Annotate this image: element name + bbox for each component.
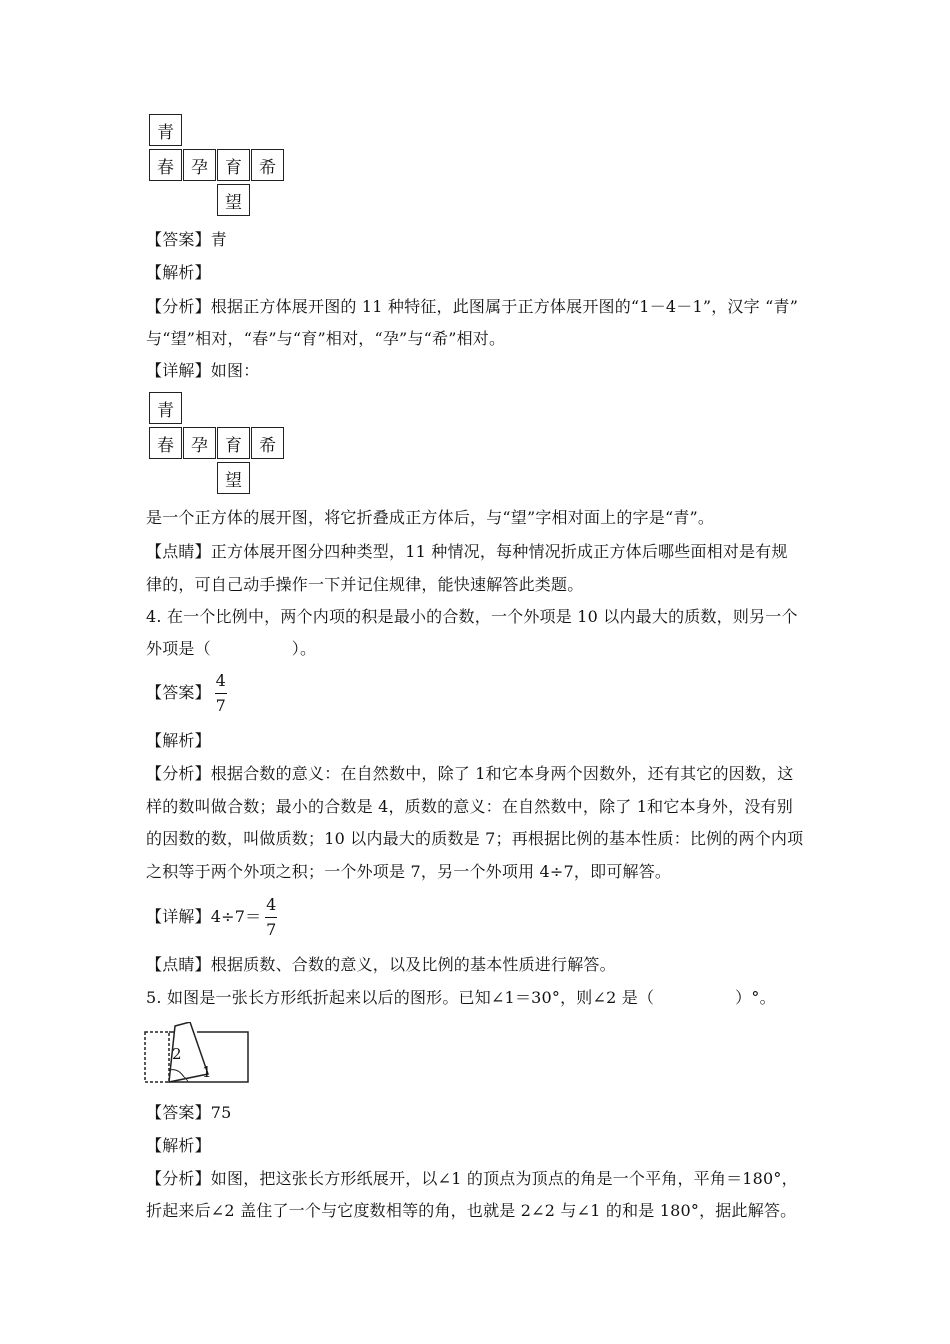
- analysis-5-line2: 折起来后∠2 盖住了一个与它度数相等的角，也就是 2∠2 与∠1 的和是 180°，据此解答。: [146, 1201, 797, 1220]
- detail-4-expression: 【详解】4÷7＝: [146, 907, 262, 926]
- question-4-line1: 4. 在一个比例中，两个内项的积是最小的合数，一个外项是 10 以内最大的质数，则另一个: [146, 607, 798, 626]
- analysis-4-line2: 样的数叫做合数；最小的合数是 4，质数的意义：在自然数中，除了 1和它本身外，没有别: [146, 797, 793, 816]
- fraction-bar: [265, 917, 277, 918]
- answer-4: [146, 670, 227, 716]
- answer-4-fraction: [215, 671, 227, 716]
- net-cell-bottom: 望: [217, 462, 250, 494]
- fraction-numerator: 4: [215, 671, 226, 690]
- detail-4-fraction: [265, 895, 277, 940]
- fraction-denominator: 7: [215, 696, 226, 715]
- net-cell-top: 青: [149, 114, 182, 146]
- analysis-4-line3: 的因数的数，叫做质数；10 以内最大的质数是 7；再根据比例的基本性质：比例的两个内项: [146, 829, 804, 848]
- detail-3: 【详解】如图：: [146, 361, 260, 380]
- answer-4-label: 【答案】: [146, 683, 211, 702]
- question-5: 5. 如图是一张长方形纸折起来以后的图形。已知∠1＝30°，则∠2 是（ ）°。: [146, 988, 776, 1007]
- analysis-heading-5: 【解析】: [146, 1136, 211, 1155]
- net-cell-3: 育: [217, 427, 250, 459]
- net-cell-4: 希: [251, 149, 284, 181]
- tip-3-line1: 【点睛】正方体展开图分四种类型，11 种情况，每种情况折成正方体后哪些面相对是有规: [146, 542, 788, 561]
- question-4-line2: 外项是（ ）。: [146, 639, 317, 658]
- fraction-numerator: 4: [266, 895, 277, 914]
- fraction-bar: [215, 693, 227, 694]
- angle-1-label: 1: [202, 1063, 212, 1081]
- analysis-3-line2: 与“望”相对，“春”与“育”相对，“孕”与“希”相对。: [146, 329, 506, 348]
- dashed-unfolded-part: [145, 1032, 169, 1082]
- net-cell-1: 春: [149, 149, 182, 181]
- answer-5: 【答案】75: [146, 1103, 232, 1122]
- detail-3-conclusion: 是一个正方体的展开图，将它折叠成正方体后，与“望”字相对面上的字是“青”。: [146, 508, 715, 527]
- tip-4: 【点睛】根据质数、合数的意义，以及比例的基本性质进行解答。: [146, 955, 616, 974]
- answer-3: 【答案】青: [146, 230, 228, 249]
- analysis-4-line1: 【分析】根据合数的意义：在自然数中，除了 1和它本身两个因数外，还有其它的因数，这: [146, 764, 794, 783]
- analysis-4-line4: 之积等于两个外项之积；一个外项是 7，另一个外项用 4÷7，即可解答。: [146, 862, 672, 881]
- net-cell-2: 孕: [183, 427, 216, 459]
- net-cell-2: 孕: [183, 149, 216, 181]
- net-cell-bottom: 望: [217, 184, 250, 216]
- analysis-5-line1: 【分析】如图，把这张长方形纸展开，以∠1 的顶点为顶点的角是一个平角，平角＝180°，: [146, 1169, 798, 1188]
- net-cell-4: 希: [251, 427, 284, 459]
- net-cell-1: 春: [149, 427, 182, 459]
- folded-paper-figure: [144, 1022, 254, 1086]
- analysis-3-line1: 【分析】根据正方体展开图的 11 种特征，此图属于正方体展开图的“1－4－1”，汉字 “青”: [146, 297, 799, 316]
- fraction-denominator: 7: [266, 920, 277, 939]
- analysis-heading-3: 【解析】: [146, 263, 211, 282]
- net-cell-3: 育: [217, 149, 250, 181]
- angle-2-label: 2: [172, 1045, 182, 1063]
- analysis-heading-4: 【解析】: [146, 731, 211, 750]
- net-cell-top: 青: [149, 392, 182, 424]
- tip-3-line2: 律的，可自己动手操作一下并记住规律，能快速解答此类题。: [146, 575, 584, 594]
- detail-4: [146, 894, 277, 940]
